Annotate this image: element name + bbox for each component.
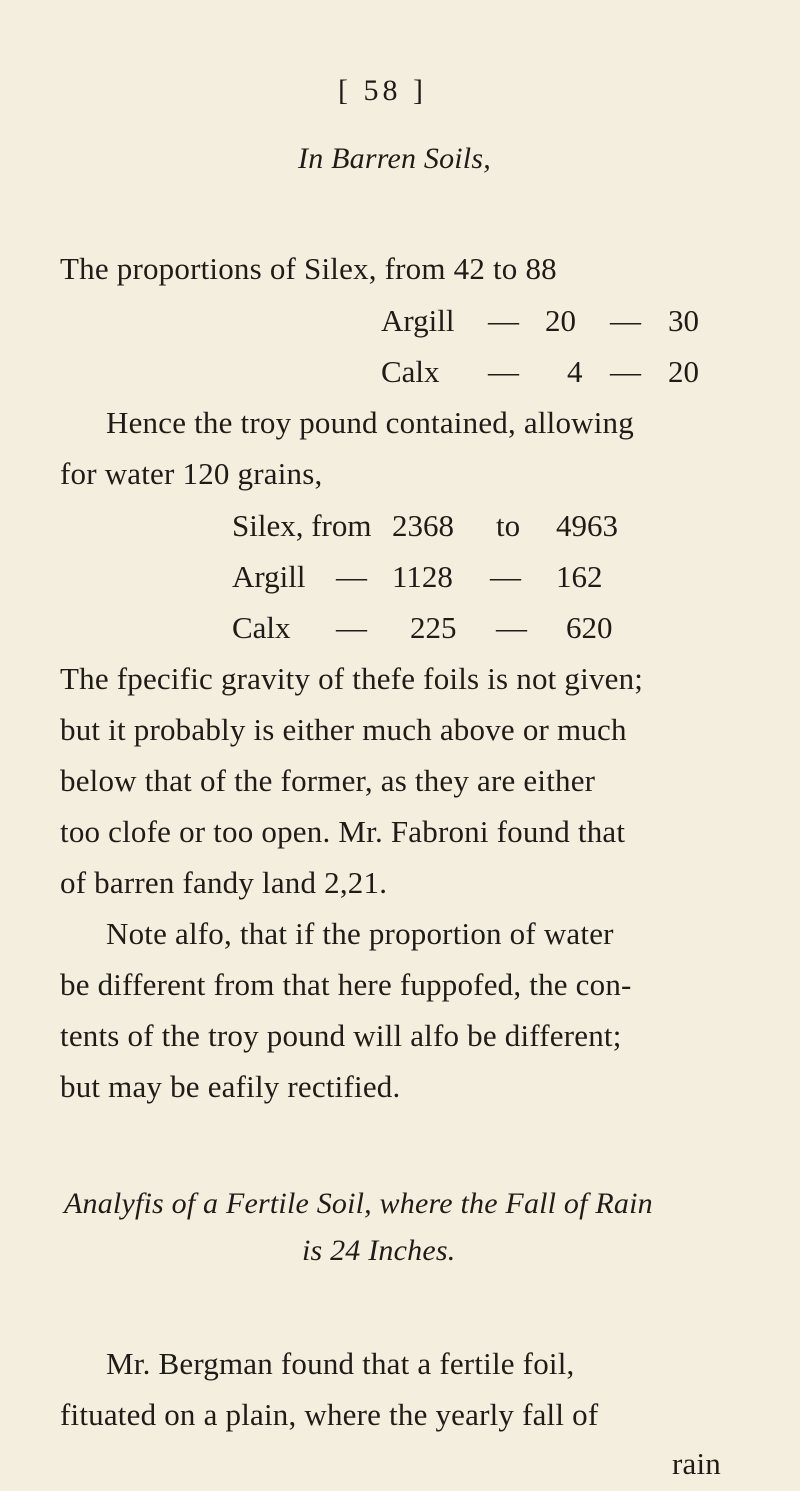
heading-line: Analyfis of a Fertile Soil, where the Fall of Rain <box>64 1187 653 1220</box>
proportion-dash: — <box>610 303 641 338</box>
page-number: [ 58 ] <box>338 74 427 107</box>
text-line: too clofe or too open. Mr. Fabroni found that <box>60 814 626 849</box>
proportion-from: 4 <box>567 354 583 389</box>
text-line: of barren fandy land 2,21. <box>60 865 388 900</box>
text-line: tents of the troy pound will alfo be different; <box>60 1018 622 1053</box>
grains-name: Calx <box>232 610 291 645</box>
proportion-dash: — <box>488 303 519 338</box>
heading-barren-soils: In Barren Soils, <box>298 142 491 175</box>
catchword: rain <box>672 1446 721 1481</box>
text-line: be different from that here fuppofed, the con- <box>60 967 632 1002</box>
proportion-dash: — <box>488 354 519 389</box>
text-line: fituated on a plain, where the yearly fall of <box>60 1397 599 1432</box>
grains-dash: — <box>336 610 367 645</box>
text-line: Mr. Bergman found that a fertile foil, <box>106 1346 575 1381</box>
grains-to: 620 <box>566 610 613 645</box>
grains-dash: — <box>336 559 367 594</box>
text-line: below that of the former, as they are either <box>60 763 596 798</box>
grains-from: 1128 <box>392 559 453 594</box>
grains-to: 162 <box>556 559 603 594</box>
grains-sep: — <box>496 610 527 645</box>
proportion-to: 20 <box>668 354 699 389</box>
grains-to: 4963 <box>556 508 618 543</box>
grains-sep: — <box>490 559 521 594</box>
intro-line: The proportions of Silex, from 42 to 88 <box>60 251 557 286</box>
heading-line: is 24 Inches. <box>302 1234 456 1267</box>
text-line: but it probably is either much above or much <box>60 712 627 747</box>
grains-name: Argill <box>232 559 306 594</box>
grains-sep: to <box>496 508 521 543</box>
text-line: The fpecific gravity of thefe foils is not given; <box>60 661 644 696</box>
proportion-dash: — <box>610 354 641 389</box>
proportion-to: 30 <box>668 303 699 338</box>
proportion-name: Argill <box>381 303 455 338</box>
grains-name: Silex, from <box>232 508 372 543</box>
text-line: Note alfo, that if the proportion of water <box>106 916 614 951</box>
grains-from: 2368 <box>392 508 454 543</box>
text-line: but may be eafily rectified. <box>60 1069 401 1104</box>
grains-from: 225 <box>410 610 457 645</box>
proportion-name: Calx <box>381 354 440 389</box>
hence-line-1: Hence the troy pound contained, allowing <box>106 405 634 440</box>
proportion-from: 20 <box>545 303 576 338</box>
hence-line-2: for water 120 grains, <box>60 456 323 491</box>
